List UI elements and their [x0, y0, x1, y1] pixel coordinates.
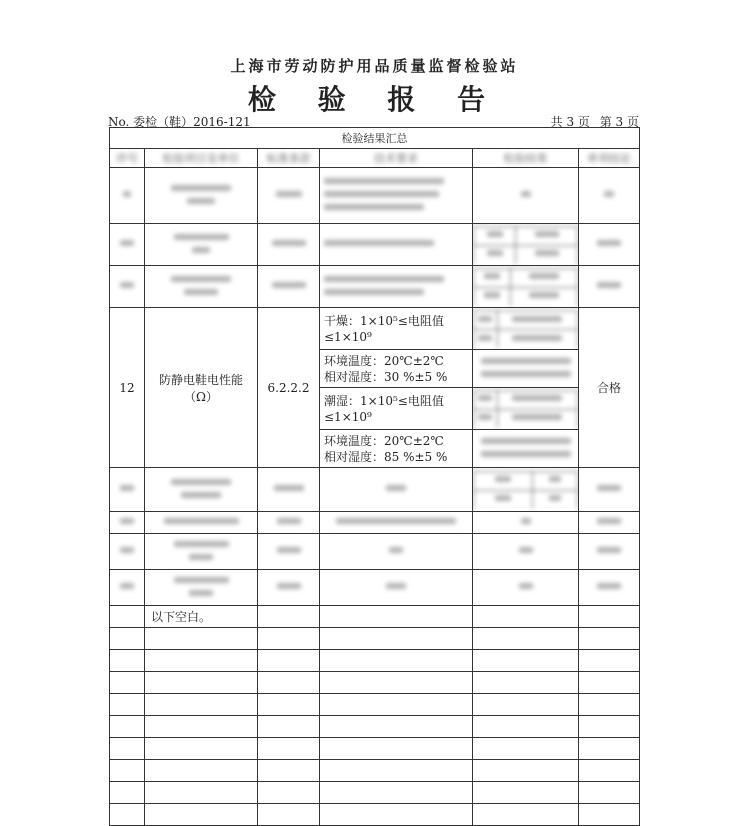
redacted-cell — [110, 224, 145, 266]
redacted-cell — [579, 168, 640, 224]
redacted-cell — [258, 266, 320, 308]
redacted-cell — [473, 224, 579, 266]
env-wet-humidity: 相对湿度：85 %±5 % — [324, 449, 448, 464]
redacted-cell — [258, 570, 320, 606]
table-row — [110, 534, 640, 570]
redacted-cell — [320, 534, 473, 570]
report-number: No. 委检（鞋）2016-121 — [108, 115, 251, 129]
redacted-cell — [110, 266, 145, 308]
redacted-cell — [473, 308, 579, 350]
header-result: 检验结果 — [473, 149, 579, 168]
item-number: 12 — [110, 308, 145, 468]
redacted-cell — [473, 388, 579, 430]
table-row — [110, 570, 640, 606]
total-pages: 共 3 页 — [550, 115, 590, 129]
table-row — [110, 468, 640, 512]
table-caption-row — [110, 128, 640, 149]
empty-row — [110, 782, 640, 804]
redacted-cell — [579, 534, 640, 570]
redacted-cell — [258, 224, 320, 266]
redacted-cell — [110, 468, 145, 512]
redacted-cell — [110, 512, 145, 534]
redacted-cell — [320, 570, 473, 606]
page-number: 第 3 页 — [599, 115, 639, 129]
item-clause: 6.2.2.2 — [258, 308, 320, 468]
redacted-cell — [473, 350, 579, 388]
empty-row — [110, 804, 640, 826]
item-unit: （Ω） — [184, 389, 218, 404]
table-row — [110, 512, 640, 534]
redacted-cell — [473, 570, 579, 606]
redacted-cell — [473, 468, 579, 512]
env-wet-temp: 环境温度：20℃±2℃ — [324, 433, 444, 448]
empty-row — [110, 760, 640, 782]
requirement-wet: 潮湿：1×10⁵≤电阻值≤1×10⁹ — [320, 388, 473, 430]
redacted-cell — [579, 512, 640, 534]
blank-note: 以下空白。 — [145, 606, 258, 628]
redacted-cell — [320, 224, 473, 266]
redacted-cell — [258, 534, 320, 570]
results-table — [109, 127, 640, 826]
redacted-cell — [145, 468, 258, 512]
env-dry-humidity: 相对湿度：30 %±5 % — [324, 369, 448, 384]
header-conclusion: 单项结论 — [579, 149, 640, 168]
redacted-cell — [145, 224, 258, 266]
redacted-cell — [145, 168, 258, 224]
redacted-cell — [258, 512, 320, 534]
table-row-12 — [110, 308, 640, 350]
table-row — [110, 224, 640, 266]
requirement-dry: 干燥：1×10⁵≤电阻值≤1×10⁹ — [320, 308, 473, 350]
header-clause: 标准条款 — [258, 149, 320, 168]
empty-row — [110, 628, 640, 650]
header-no: 序号 — [110, 149, 145, 168]
table-header-row — [110, 149, 640, 168]
table-row — [110, 168, 640, 224]
redacted-cell — [473, 534, 579, 570]
redacted-cell — [110, 168, 145, 224]
item-name-text: 防静电鞋电性能 — [158, 372, 243, 387]
redacted-cell — [320, 266, 473, 308]
redacted-cell — [320, 168, 473, 224]
table-caption: 检验结果汇总 — [110, 128, 640, 149]
env-wet — [320, 430, 473, 468]
empty-row — [110, 694, 640, 716]
empty-row — [110, 738, 640, 760]
empty-row — [110, 672, 640, 694]
redacted-cell — [258, 168, 320, 224]
redacted-cell — [473, 512, 579, 534]
redacted-cell — [110, 534, 145, 570]
report-title: 检 验 报 告 — [247, 83, 502, 116]
item-conclusion: 合格 — [579, 308, 640, 468]
header-item: 检验项目及单位 — [145, 149, 258, 168]
redacted-cell — [145, 512, 258, 534]
item-name — [145, 308, 258, 468]
empty-row — [110, 650, 640, 672]
redacted-cell — [145, 534, 258, 570]
redacted-cell — [579, 468, 640, 512]
redacted-cell — [145, 570, 258, 606]
org-name: 上海市劳动防护用品质量监督检验站 — [230, 57, 519, 75]
env-dry-temp: 环境温度：20℃±2℃ — [324, 353, 444, 368]
redacted-cell — [320, 468, 473, 512]
table-row — [110, 266, 640, 308]
redacted-cell — [145, 266, 258, 308]
redacted-cell — [258, 468, 320, 512]
redacted-cell — [473, 266, 579, 308]
redacted-cell — [320, 512, 473, 534]
redacted-cell — [579, 224, 640, 266]
header-requirement: 技术要求 — [320, 149, 473, 168]
redacted-cell — [110, 570, 145, 606]
redacted-cell — [579, 570, 640, 606]
table-row — [110, 606, 640, 628]
redacted-cell — [579, 266, 640, 308]
empty-row — [110, 716, 640, 738]
redacted-cell — [473, 430, 579, 468]
redacted-cell — [473, 168, 579, 224]
env-dry — [320, 350, 473, 388]
